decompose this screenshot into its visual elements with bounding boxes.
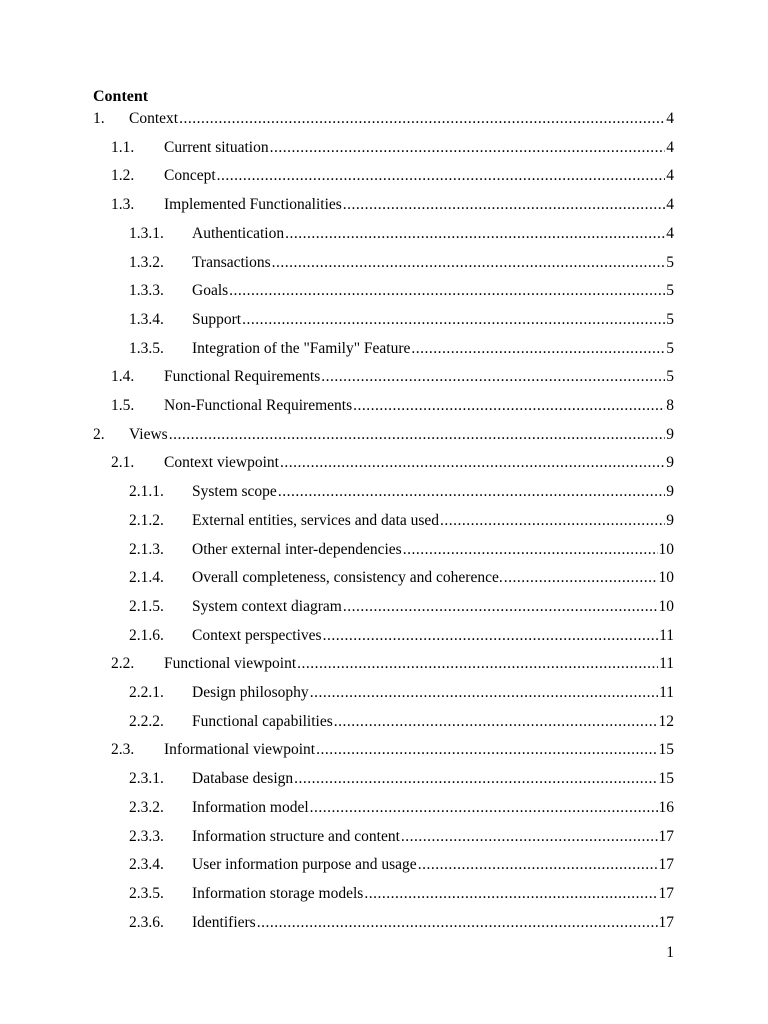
toc-dot-leader [440,510,665,532]
toc-dot-leader [270,137,666,159]
toc-dot-leader [323,625,658,647]
toc-entry[interactable] [0,452,768,474]
toc-entry-number: 2.1.5. [129,597,164,615]
toc-entry[interactable] [0,625,768,647]
toc-dot-leader [169,424,666,446]
toc-entry-page: 11 [659,684,674,701]
toc-entry-body [192,625,674,647]
toc-entry-title: External entities, services and data used [192,510,440,532]
toc-entry-number: 2.3.1. [129,770,164,788]
toc-entry-number: 2.3.4. [129,856,164,874]
page-number: 1 [666,944,674,961]
toc-entry[interactable] [0,424,768,446]
toc-entry-title: User information purpose and usage [192,854,418,876]
toc-entry-body [192,768,674,790]
toc-entry-number: 2.2.2. [129,712,164,730]
toc-entry-body [192,309,674,331]
toc-entry-number: 2.1. [111,454,135,472]
toc-entry-body [192,510,674,532]
toc-entry-title: Context viewpoint [164,452,280,474]
toc-dot-leader [504,567,658,589]
toc-entry-number: 1. [93,110,105,127]
toc-dot-leader [310,797,658,819]
toc-entry-body [192,481,674,503]
toc-entry[interactable] [0,854,768,876]
toc-entry-body [192,539,674,561]
toc-entry-body [164,395,674,417]
toc-entry-title: Functional capabilities [192,711,334,733]
toc-entry-page: 5 [666,368,674,386]
toc-entry-number: 1.5. [111,397,135,414]
toc-heading: Content [93,88,149,105]
toc-dot-leader [321,366,665,388]
toc-entry-title: System scope [192,481,278,503]
toc-entry-number: 2.3. [111,741,135,759]
toc-entry-page: 4 [666,167,674,185]
toc-entry[interactable] [0,567,768,589]
toc-entry-title: Other external inter-dependencies [192,539,403,561]
toc-entry-title: Integration of the "Family" Feature [192,338,411,360]
toc-entry-body [192,797,674,819]
toc-entry[interactable] [0,194,768,216]
toc-entry-page: 9 [666,425,674,443]
toc-entry[interactable] [0,539,768,561]
toc-entry-number: 2.1.1. [129,483,164,501]
toc-entry-number: 2.2.1. [129,684,164,701]
toc-entry-number: 2.1.4. [129,569,164,587]
toc-entry-title: Context [129,108,179,130]
toc-entry-number: 1.3.3. [129,282,164,300]
toc-entry[interactable] [0,739,768,761]
toc-entry-title: Information structure and content [192,826,401,848]
toc-entry-body [192,912,674,934]
toc-entry-page: 9 [666,511,674,529]
toc-entry-title: Design philosophy [192,682,310,704]
toc-entry-title: Database design [192,768,294,790]
toc-entry-page: 12 [658,712,674,730]
toc-entry-page: 11 [659,626,674,644]
toc-entry-number: 2.1.6. [129,626,164,644]
toc-entry[interactable] [0,338,768,360]
toc-entry-page: 4 [666,224,674,242]
toc-dot-leader [294,768,657,790]
toc-entry-body [192,223,674,245]
toc-dot-leader [343,194,665,216]
toc-entry-title: Goals [192,280,229,302]
toc-entry-body [192,682,674,704]
toc-dot-leader [280,452,665,474]
toc-entry-page: 5 [666,282,674,300]
toc-entry-number: 1.3.5. [129,339,164,357]
toc-entry-title: Concept [164,165,217,187]
toc-entry-title: Transactions [192,252,272,274]
toc-dot-leader [403,539,658,561]
toc-entry-page: 5 [666,310,674,328]
toc-entry-number: 2.3.6. [129,913,164,931]
toc-entry-number: 2.3.5. [129,884,164,902]
toc-dot-leader [310,682,658,704]
toc-entry-number: 2.2. [111,655,135,673]
toc-dot-leader [257,912,658,934]
toc-entry-page: 17 [658,856,674,874]
toc-entry-page: 5 [666,339,674,357]
toc-entry-number: 2.3.3. [129,827,164,845]
toc-entry[interactable] [0,826,768,848]
toc-dot-leader [272,252,666,274]
toc-entry-body [164,452,674,474]
toc-entry-body [192,711,674,733]
toc-entry-page: 17 [658,827,674,845]
toc-entry-number: 2. [93,425,105,443]
toc-entry-page: 5 [666,253,674,271]
toc-entry[interactable] [0,108,768,130]
toc-dot-leader [334,711,658,733]
toc-entry-body [129,424,674,446]
toc-entry-number: 2.1.2. [129,511,164,529]
toc-entry-title: Functional Requirements [164,366,321,388]
toc-entry-title: Information model [192,797,310,819]
toc-dot-leader [411,338,665,360]
toc-dot-leader [343,596,658,618]
toc-entry-title: Authentication [192,223,285,245]
toc-entry-page: 9 [666,483,674,501]
toc-entry[interactable] [0,912,768,934]
toc-dot-leader [229,280,665,302]
toc-entry-title: Views [129,424,169,446]
toc-entry-body [164,165,674,187]
toc-entry[interactable] [0,797,768,819]
toc-dot-leader [278,481,665,503]
toc-entry[interactable] [0,395,768,417]
toc-entry-title: Current situation [164,137,270,159]
toc-entry[interactable] [0,653,768,675]
toc-entry-body [164,137,674,159]
toc-dot-leader [285,223,665,245]
toc-entry[interactable] [0,510,768,532]
toc-entry-number: 1.1. [111,138,135,156]
toc-entry-body [192,280,674,302]
toc-dot-leader [364,883,657,905]
toc-entry[interactable] [0,883,768,905]
toc-entry-title: System context diagram [192,596,343,618]
toc-entry-page: 17 [658,884,674,902]
toc-dot-leader [401,826,658,848]
toc-entry-number: 1.3.4. [129,310,164,328]
toc-entry-page: 15 [658,741,674,759]
toc-entry[interactable] [0,280,768,302]
toc-entry-title: Non-Functional Requirements [164,395,353,417]
toc-entry-number: 1.3. [111,196,135,214]
toc-entry-number: 2.3.2. [129,798,164,816]
toc-entry[interactable] [0,309,768,331]
toc-entry-number: 2.1.3. [129,540,164,558]
toc-entry[interactable] [0,711,768,733]
toc-entry[interactable] [0,252,768,274]
toc-entry-title: Identifiers [192,912,257,934]
toc-entry-body [192,883,674,905]
toc-dot-leader [242,309,665,331]
toc-entry-title: Information storage models [192,883,364,905]
toc-entry-title: Functional viewpoint [164,653,297,675]
toc-entry-page: 4 [666,138,674,156]
toc-entry-title: Informational viewpoint [164,739,316,761]
toc-entry[interactable] [0,366,768,388]
toc-entry-body [192,567,674,589]
toc-entry-title: Context perspectives [192,625,323,647]
toc-entry-page: 10 [658,540,674,558]
toc-entry[interactable] [0,165,768,187]
toc-entry-body [164,653,674,675]
toc-entry-number: 1.3.1. [129,224,164,242]
toc-entry-page: 10 [658,569,674,587]
toc-entry-page: 16 [658,798,674,816]
toc-entry[interactable] [0,682,768,704]
toc-entry-body [164,194,674,216]
toc-entry-page: 11 [659,655,674,673]
toc-entry-body [129,108,674,130]
toc-entry-body [164,366,674,388]
toc-dot-leader [179,108,665,130]
toc-entry[interactable] [0,223,768,245]
toc-entry[interactable] [0,768,768,790]
toc-entry-page: 4 [666,196,674,214]
toc-entry-page: 15 [658,770,674,788]
toc-entry-title: Support [192,309,242,331]
toc-entry-number: 1.3.2. [129,253,164,271]
toc-entry-title: Implemented Functionalities [164,194,343,216]
toc-entry-page: 8 [666,397,674,414]
toc-entry[interactable] [0,137,768,159]
toc-dot-leader [316,739,657,761]
toc-entry-title: Overall completeness, consistency and coherence. [192,567,504,589]
toc-entry-body [164,739,674,761]
toc-entry-body [192,826,674,848]
toc-entry[interactable] [0,596,768,618]
toc-entry-page: 4 [666,110,674,127]
toc-entry-body [192,854,674,876]
toc-entry-page: 17 [658,913,674,931]
toc-entry-page: 10 [658,597,674,615]
toc-entry-number: 1.4. [111,368,135,386]
toc-dot-leader [418,854,658,876]
toc-entry-body [192,252,674,274]
toc-dot-leader [217,165,666,187]
toc-entry-body [192,338,674,360]
toc-entry[interactable] [0,481,768,503]
toc-entry-page: 9 [666,454,674,472]
toc-dot-leader [353,395,665,417]
toc-entry-number: 1.2. [111,167,135,185]
toc-entry-body [192,596,674,618]
toc-dot-leader [297,653,658,675]
